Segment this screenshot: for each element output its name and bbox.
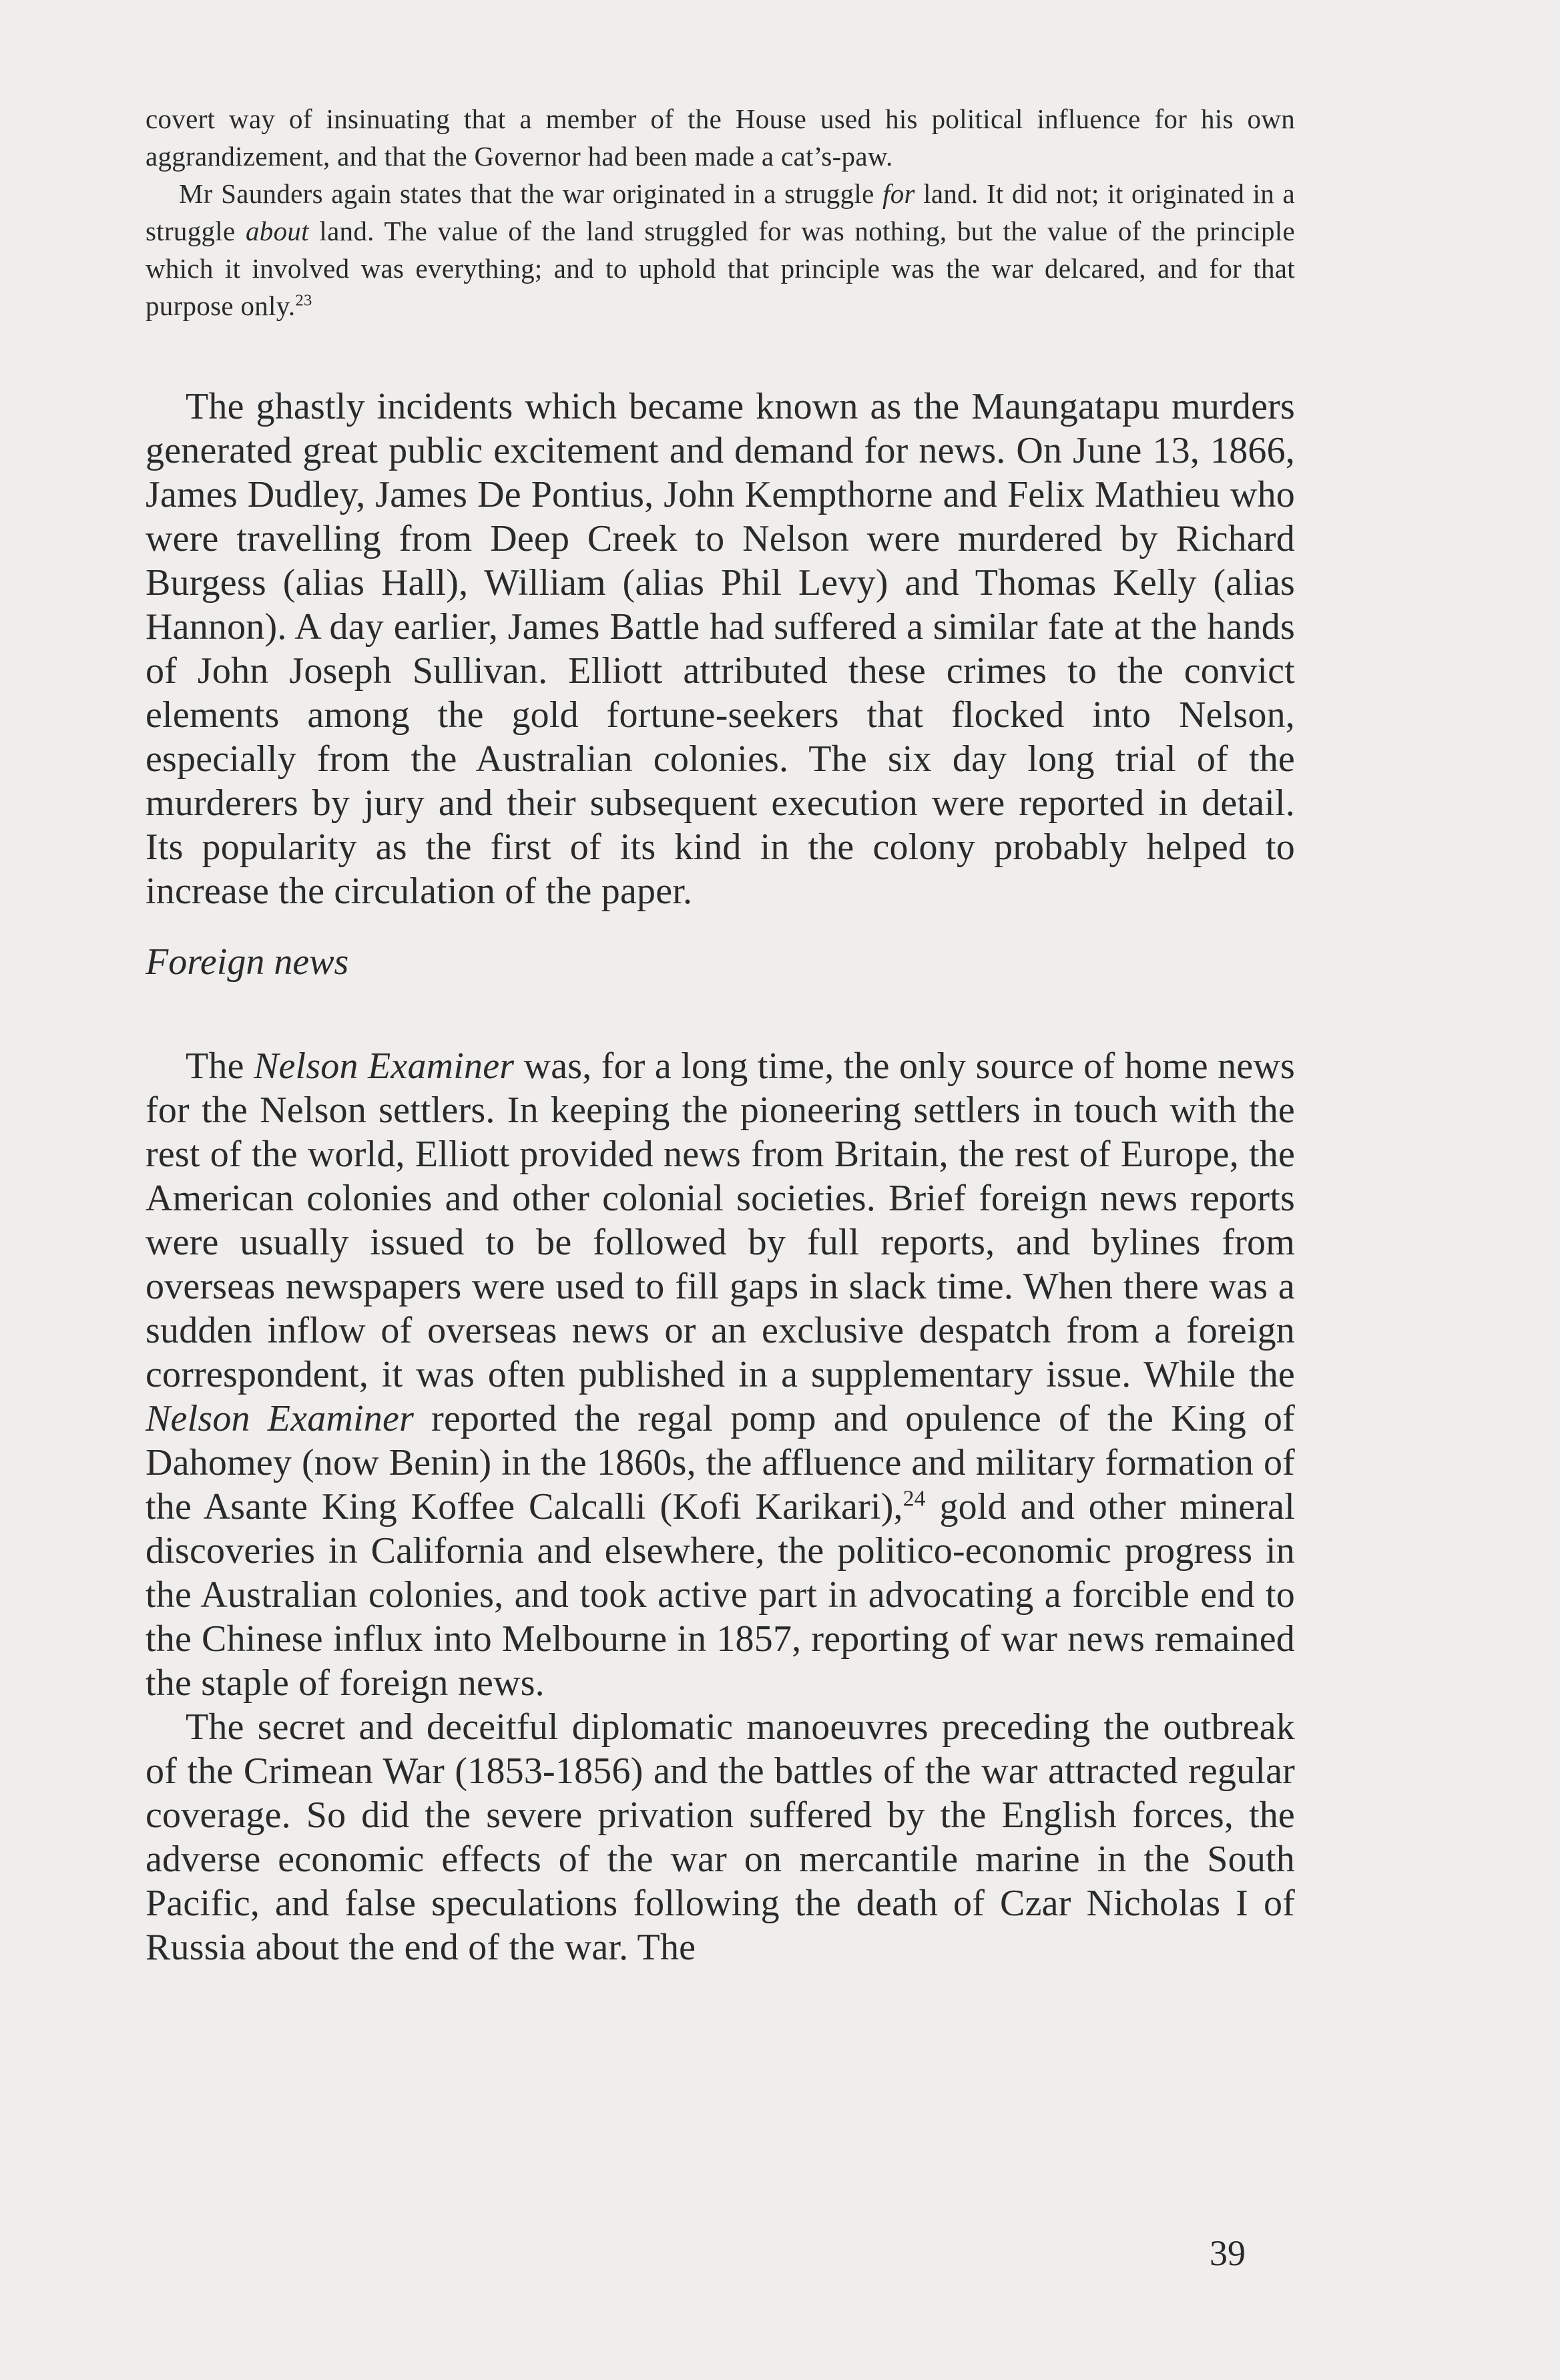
- quote-paragraph-2: [146, 175, 1295, 324]
- para2-text-c: reported the regal pomp and opulence of the King of Dahomey (now Benin) in the 1860s, the affluence and military formation of the Asante King Koffee Calcalli (Kofi Karikari),: [146, 1398, 1295, 1527]
- para2-text-a: The: [186, 1045, 254, 1087]
- block-quote: [146, 100, 1295, 324]
- section-heading: Foreign news: [146, 941, 349, 983]
- page-number: 39: [1210, 2233, 1246, 2273]
- newspaper-title: Nelson Examiner: [253, 1045, 515, 1087]
- para2-text-b: was, for a long time, the only source of home news for the Nelson settlers. In keeping the pioneering settlers in touch with the rest of the world, Elliott provided news from Britain, the rest of Europe, the American colonies and other colonial societies. Brief foreign news reports were usually issued to be followed by full reports, and bylines from overseas newspapers were used to fill gaps in slack time. When there was a sudden inflow of overseas news or an exclusive despatch from a foreign correspondent, it was often published in a supplementary issue. While the: [146, 1045, 1295, 1395]
- quote-p2-text-b: land. It did not; it originated in a struggle: [146, 178, 1295, 246]
- paragraph-maungatapu: The ghastly incidents which became known as the Maungatapu murders generated great public excitement and demand for news. On June 13, 1866, James Dudley, James De Pontius, John Kempthorne and Felix Mathieu who were travelling from Deep Creek to Nelson were murdered by Richard Burgess (alias Hall), William (alias Phil Levy) and Thomas Kelly (alias Hannon). A day earlier, James Battle had suffered a similar fate at the hands of John Joseph Sullivan. Elliott attributed these crimes to the convict elements among the gold fortune-seekers that flocked into Nelson, especially from the Australian colonies. The six day long trial of the murderers by jury and their subsequent execution were reported in detail. Its popularity as the first of its kind in the colony probably helped to increase the circulation of the paper.: [146, 386, 1295, 912]
- para2-text-d: gold and other mineral discoveries in California and elsewhere, the politico-economic progress in the Australian colonies, and took active part in advocating a forcible end to the Chinese influx into Melbourne in 1857, reporting of war news remained the staple of foreign news.: [146, 1486, 1295, 1704]
- quote-paragraph-1: [146, 100, 1295, 175]
- page-content: [146, 100, 1295, 1969]
- spacer: [146, 324, 1295, 385]
- quote-p2-emphasis-about: about: [245, 216, 309, 246]
- body-section-2: [146, 1044, 1295, 1969]
- paragraph-crimean-war: The secret and deceitful diplomatic manoeuvres preceding the outbreak of the Crimean War (1853-1856) and the battles of the war attracted regular coverage. So did the severe privation suffered by the English forces, the adverse economic effects of the war on mercantile marine in the South Pacific, and false speculations following the death of Czar Nicholas I of Russia about the end of the war. The: [146, 1706, 1295, 1968]
- quote-p2-emphasis-for: for: [882, 178, 915, 209]
- newspaper-title: Nelson Examiner: [146, 1398, 415, 1439]
- body-section-1: [146, 385, 1295, 913]
- quote-p1-text: covert way of insinuating that a member of the House used his political influence for his own aggrandizement, and that the Governor had been made a cat’s-paw.: [146, 103, 1295, 172]
- quote-p2-text-c: land. The value of the land struggled for was nothing, but the value of the principle which it involved was everything; and to uphold that principle was the war delcared, and for that purpose only.: [146, 216, 1295, 321]
- paragraph-foreign-news: [146, 1044, 1295, 1705]
- quote-p2-text-a: Mr Saunders again states that the war originated in a struggle: [179, 178, 882, 209]
- footnote-ref-24: 24: [902, 1486, 926, 1511]
- footnote-ref-23: 23: [295, 291, 312, 310]
